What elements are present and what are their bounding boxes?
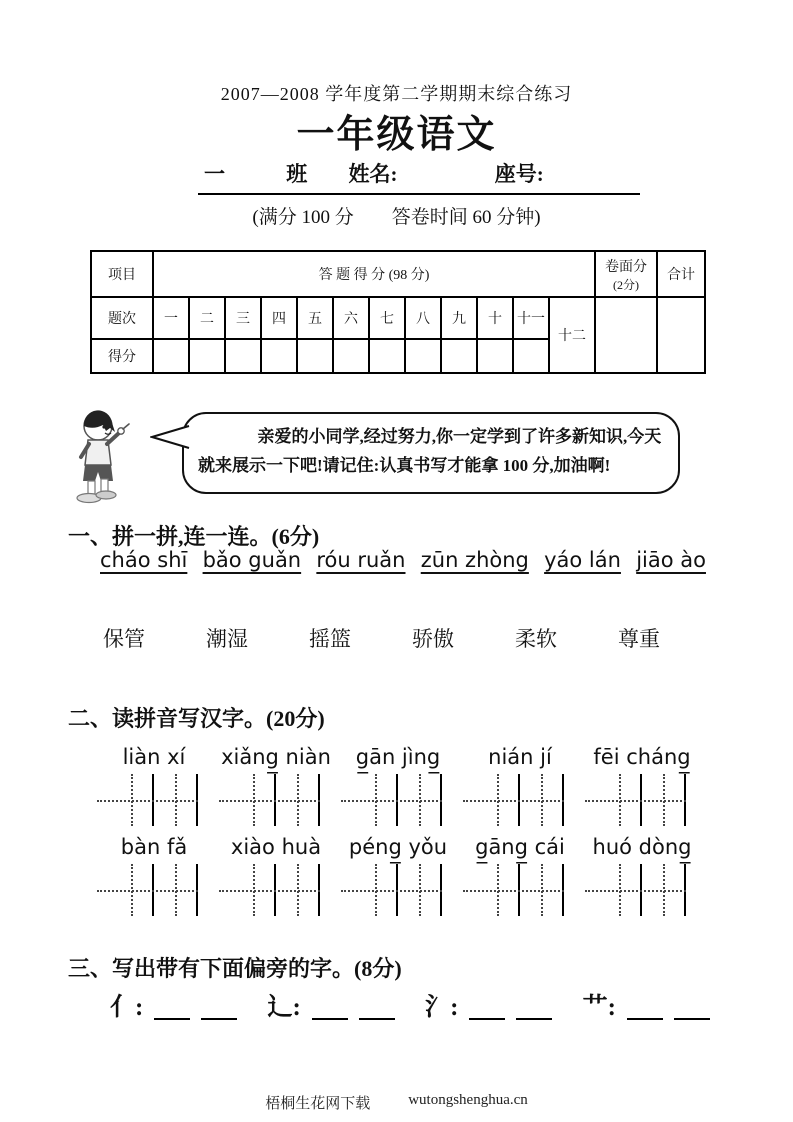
writing-grid-cell [110, 864, 154, 916]
chinese-word: 尊重 [618, 627, 660, 651]
section1-words-row [103, 623, 660, 653]
paper-score-label: 卷面分 [605, 259, 647, 275]
speech-bubble [182, 412, 680, 494]
question-number-cell: 二 [189, 297, 225, 339]
writing-grid-cell [154, 774, 198, 826]
score-value-cell [261, 339, 297, 373]
answer-blank [516, 992, 552, 1020]
item-label-cell: 项目 [91, 251, 153, 297]
score-table-header-row [91, 251, 705, 297]
section2-row1 [95, 742, 701, 826]
writing-grid-cell [276, 864, 320, 916]
writing-grid-cell [232, 864, 276, 916]
writing-grid-cell [398, 864, 442, 916]
score-value-cell [225, 339, 261, 373]
question-number-cell: 七 [369, 297, 405, 339]
pinyin-grid-column [583, 742, 701, 826]
writing-grid [354, 774, 442, 826]
radical-label: 亻: [110, 994, 144, 1021]
footer-site-url: wutongshenghua.cn [408, 1092, 528, 1108]
exam-subtitle: 2007—2008 学年度第二学期期末综合练习 [220, 84, 573, 104]
writing-grid-cell [520, 864, 564, 916]
radical-label: 氵: [425, 994, 459, 1021]
footer-site-name: 梧桐生花网下载 [265, 1096, 371, 1112]
score-value-cell [369, 339, 405, 373]
score-value-cell [441, 339, 477, 373]
pinyin-grid-column [95, 742, 213, 826]
score-value-cell [153, 339, 189, 373]
pinyin-grid-column [461, 742, 579, 826]
question-number-row [91, 297, 705, 339]
writing-grid [598, 864, 686, 916]
writing-grid-cell [110, 774, 154, 826]
footer [0, 1092, 793, 1113]
radical-item [425, 992, 552, 1020]
pinyin-grid-column [95, 832, 213, 916]
writing-grid-cell [476, 864, 520, 916]
answer-blank [627, 992, 663, 1020]
score-value-cell [513, 339, 549, 373]
pinyin-word: yáo lán [544, 548, 621, 572]
section2-heading: 二、读拼音写汉字。(20分) [68, 706, 325, 731]
answer-blank [359, 992, 395, 1020]
question-number-last-cell: 十二 [549, 297, 595, 373]
section2-row2 [95, 832, 701, 916]
writing-grid-cell [598, 864, 642, 916]
section1-pinyin-row [100, 548, 706, 572]
score-table [90, 250, 706, 374]
pinyin-grid-column [339, 742, 457, 826]
pinyin-label: liàn xí [122, 745, 186, 769]
question-number-cell: 十一 [513, 297, 549, 339]
score-value-cell [333, 339, 369, 373]
pinyin-grid-column [583, 832, 701, 916]
question-number-cell: 六 [333, 297, 369, 339]
pinyin-label: nián jí [488, 745, 552, 769]
question-number-cell: 一 [153, 297, 189, 339]
score-value-cell [405, 339, 441, 373]
writing-grid [110, 774, 198, 826]
chinese-word: 柔软 [515, 627, 557, 651]
pinyin-label: g̲ān jìng̲ [355, 745, 441, 769]
writing-grid-cell [398, 774, 442, 826]
chinese-word: 保管 [103, 627, 145, 651]
pinyin-label: xiào huà [230, 835, 322, 859]
writing-grid [354, 864, 442, 916]
score-row-label-cell: 得分 [91, 339, 153, 373]
radical-item [268, 992, 395, 1020]
question-row-label-cell: 题次 [91, 297, 153, 339]
answer-blank [312, 992, 348, 1020]
exam-info: (满分 100 分 答卷时间 60 分钟) [252, 207, 541, 228]
radical-item [583, 992, 710, 1020]
writing-grid-cell [154, 864, 198, 916]
class-label: 班 [286, 162, 308, 186]
section1-heading: 一、拼一拼,连一连。(6分) [68, 524, 320, 549]
writing-grid-cell [598, 774, 642, 826]
radical-label: 辶: [267, 994, 301, 1021]
writing-grid-cell [232, 774, 276, 826]
writing-grid-cell [354, 864, 398, 916]
pinyin-label: huó dòng̲ [592, 835, 692, 859]
mascot-boy-illustration [58, 402, 138, 506]
pinyin-word: cháo shī [100, 548, 188, 572]
pinyin-grid-column [217, 742, 335, 826]
writing-grid [110, 864, 198, 916]
question-number-cell: 九 [441, 297, 477, 339]
total-value-cell [657, 297, 705, 373]
question-number-cell: 十 [477, 297, 513, 339]
writing-grid-cell [476, 774, 520, 826]
paper-score-header-cell [595, 251, 657, 297]
page-title: 一年级语文 [296, 112, 497, 156]
pinyin-label: g̲āng̲ cái [475, 835, 565, 859]
pinyin-grid-column [461, 832, 579, 916]
score-value-cell [189, 339, 225, 373]
pinyin-word: róu ruǎn [316, 548, 406, 572]
writing-grid [232, 864, 320, 916]
chinese-word: 潮湿 [206, 627, 248, 651]
answer-score-header-cell: 答 题 得 分 (98 分) [153, 251, 595, 297]
pinyin-word: jiāo ào [636, 548, 706, 572]
question-number-cell: 八 [405, 297, 441, 339]
pinyin-word: zūn zhòng [420, 548, 529, 572]
writing-grid-cell [354, 774, 398, 826]
section3-radicals-row [110, 992, 710, 1020]
pinyin-label: xiǎng̲ niàn [221, 745, 331, 769]
score-value-cell [297, 339, 333, 373]
pinyin-word: bǎo guǎn [202, 548, 302, 572]
score-value-cell [477, 339, 513, 373]
speech-bubble-text: 亲爱的小同学,经过努力,你一定学到了许多新知识,今天就来展示一下吧!请记住:认真书写才能拿 100 分,加油啊! [198, 427, 662, 475]
writing-grid [598, 774, 686, 826]
answer-blank [469, 992, 505, 1020]
pinyin-grid-column [339, 832, 457, 916]
paper-score-sub: (2分) [613, 277, 639, 292]
pinyin-grid-column [217, 832, 335, 916]
section3-heading: 三、写出带有下面偏旁的字。(8分) [68, 956, 402, 981]
question-number-cell: 五 [297, 297, 333, 339]
writing-grid-cell [642, 864, 686, 916]
class-number: 一 [204, 162, 225, 186]
chinese-word: 骄傲 [412, 627, 454, 651]
pinyin-label: bàn fǎ [120, 835, 188, 859]
total-label-cell: 合计 [657, 251, 705, 297]
writing-grid-cell [520, 774, 564, 826]
writing-grid [476, 864, 564, 916]
writing-grid [476, 774, 564, 826]
name-label: 姓名: [348, 162, 398, 186]
radical-label: 艹: [582, 994, 616, 1021]
writing-grid [232, 774, 320, 826]
answer-blank [674, 992, 710, 1020]
pinyin-label: fēi cháng̲ [593, 745, 691, 769]
answer-blank [154, 992, 190, 1020]
chinese-word: 摇篮 [309, 627, 351, 651]
paper-score-value-cell [595, 297, 657, 373]
writing-grid-cell [276, 774, 320, 826]
student-info-line [198, 158, 640, 195]
seat-label: 座号: [494, 162, 544, 186]
answer-blank [201, 992, 237, 1020]
question-number-cell: 四 [261, 297, 297, 339]
pinyin-label: péng̲ yǒu [348, 835, 448, 859]
writing-grid-cell [642, 774, 686, 826]
question-number-cell: 三 [225, 297, 261, 339]
radical-item [110, 992, 237, 1020]
speech-bubble-tail [150, 424, 190, 450]
